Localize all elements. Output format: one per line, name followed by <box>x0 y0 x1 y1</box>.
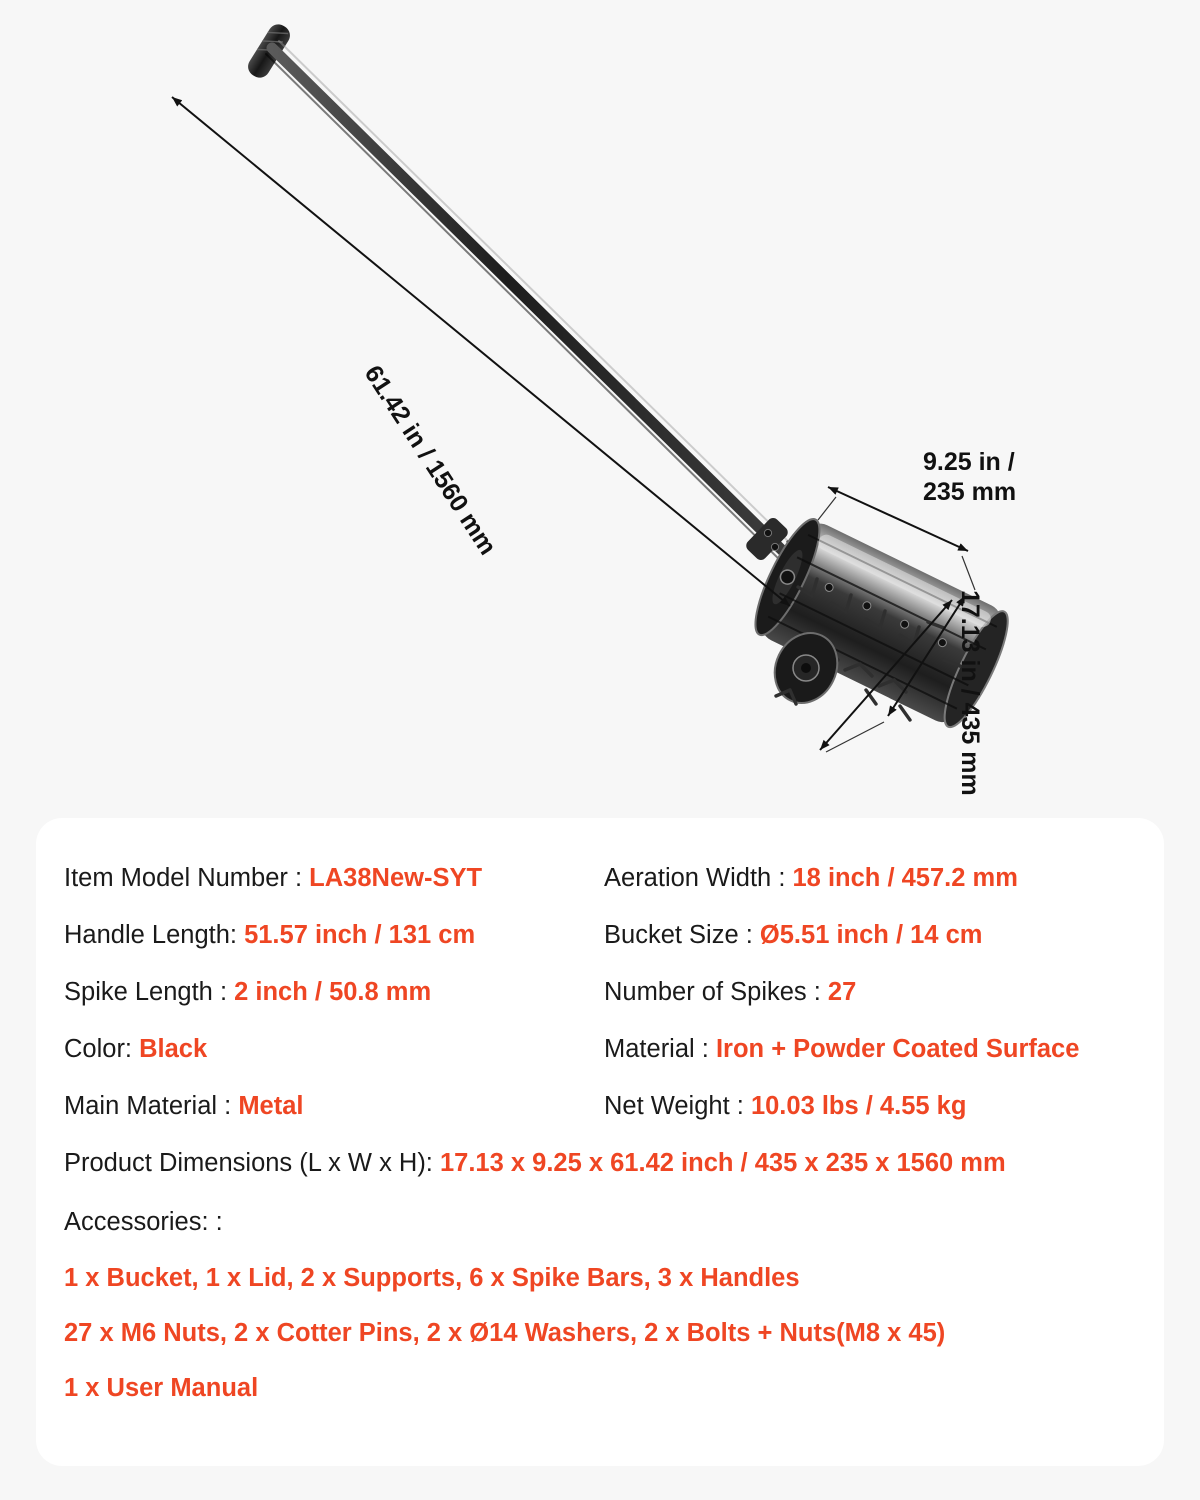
spec-value: 17.13 x 9.25 x 61.42 inch / 435 x 235 x 1560 mm <box>439 1149 1006 1177</box>
spec-item-model-number <box>64 850 604 907</box>
dimension-label-width <box>923 447 1016 507</box>
spec-label: Main Material : <box>64 1092 239 1120</box>
dimension-label-width-line1: 9.25 in / <box>923 448 1015 476</box>
handle-shaft <box>266 41 800 566</box>
spec-value: Ø5.51 inch / 14 cm <box>759 921 983 949</box>
spec-main-material <box>64 1078 604 1135</box>
spec-label: Aeration Width : <box>604 864 793 892</box>
spec-label: Product Dimensions (L x W x H): <box>64 1149 440 1177</box>
spec-value: 18 inch / 457.2 mm <box>792 864 1018 892</box>
spec-value: 51.57 inch / 131 cm <box>244 921 476 949</box>
spec-label: Net Weight : <box>604 1092 751 1120</box>
spec-label: Item Model Number : <box>64 864 310 892</box>
spec-net-weight <box>604 1078 1136 1135</box>
dimension-label-width-line2: 235 mm <box>923 478 1017 506</box>
spec-spike-length <box>64 964 604 1021</box>
spec-value: 10.03 lbs / 4.55 kg <box>750 1092 967 1120</box>
accessories-line-1: 1 x Bucket, 1 x Lid, 2 x Supports, 6 x Spike Bars, 3 x Handles <box>64 1264 800 1292</box>
spec-value: 27 <box>827 978 857 1006</box>
spec-grid <box>64 850 1136 1192</box>
spec-product-dimensions <box>64 1135 1136 1192</box>
spec-material <box>604 1021 1136 1078</box>
spec-label: Spike Length : <box>64 978 235 1006</box>
spec-handle-length <box>64 907 604 964</box>
dimension-label-length: 61.42 in / 1560 mm <box>358 360 502 560</box>
spec-label: Material : <box>604 1035 716 1063</box>
spec-label: Bucket Size : <box>604 921 760 949</box>
spec-value: Metal <box>238 1092 304 1120</box>
handle-assembly <box>244 21 800 566</box>
spec-number-of-spikes <box>604 964 1136 1021</box>
spec-aeration-width <box>604 850 1136 907</box>
specification-card <box>36 818 1164 1466</box>
spec-value: 2 inch / 50.8 mm <box>234 978 432 1006</box>
spec-value: Iron + Powder Coated Surface <box>715 1035 1080 1063</box>
accessories-heading: Accessories: : <box>64 1208 223 1236</box>
spec-value: LA38New-SYT <box>309 864 483 892</box>
accessories-line-2: 27 x M6 Nuts, 2 x Cotter Pins, 2 x Ø14 Washers, 2 x Bolts + Nuts(M8 x 45) <box>64 1319 946 1347</box>
accessories-line-3: 1 x User Manual <box>64 1374 259 1402</box>
dimension-label-depth: 17.13 in / 435 mm <box>956 590 984 796</box>
spec-bucket-size <box>604 907 1136 964</box>
spec-label: Handle Length: <box>64 921 245 949</box>
spec-value: Black <box>139 1035 208 1063</box>
spec-label: Color: <box>64 1035 140 1063</box>
spec-color <box>64 1021 604 1078</box>
spec-label: Number of Spikes : <box>604 978 828 1006</box>
